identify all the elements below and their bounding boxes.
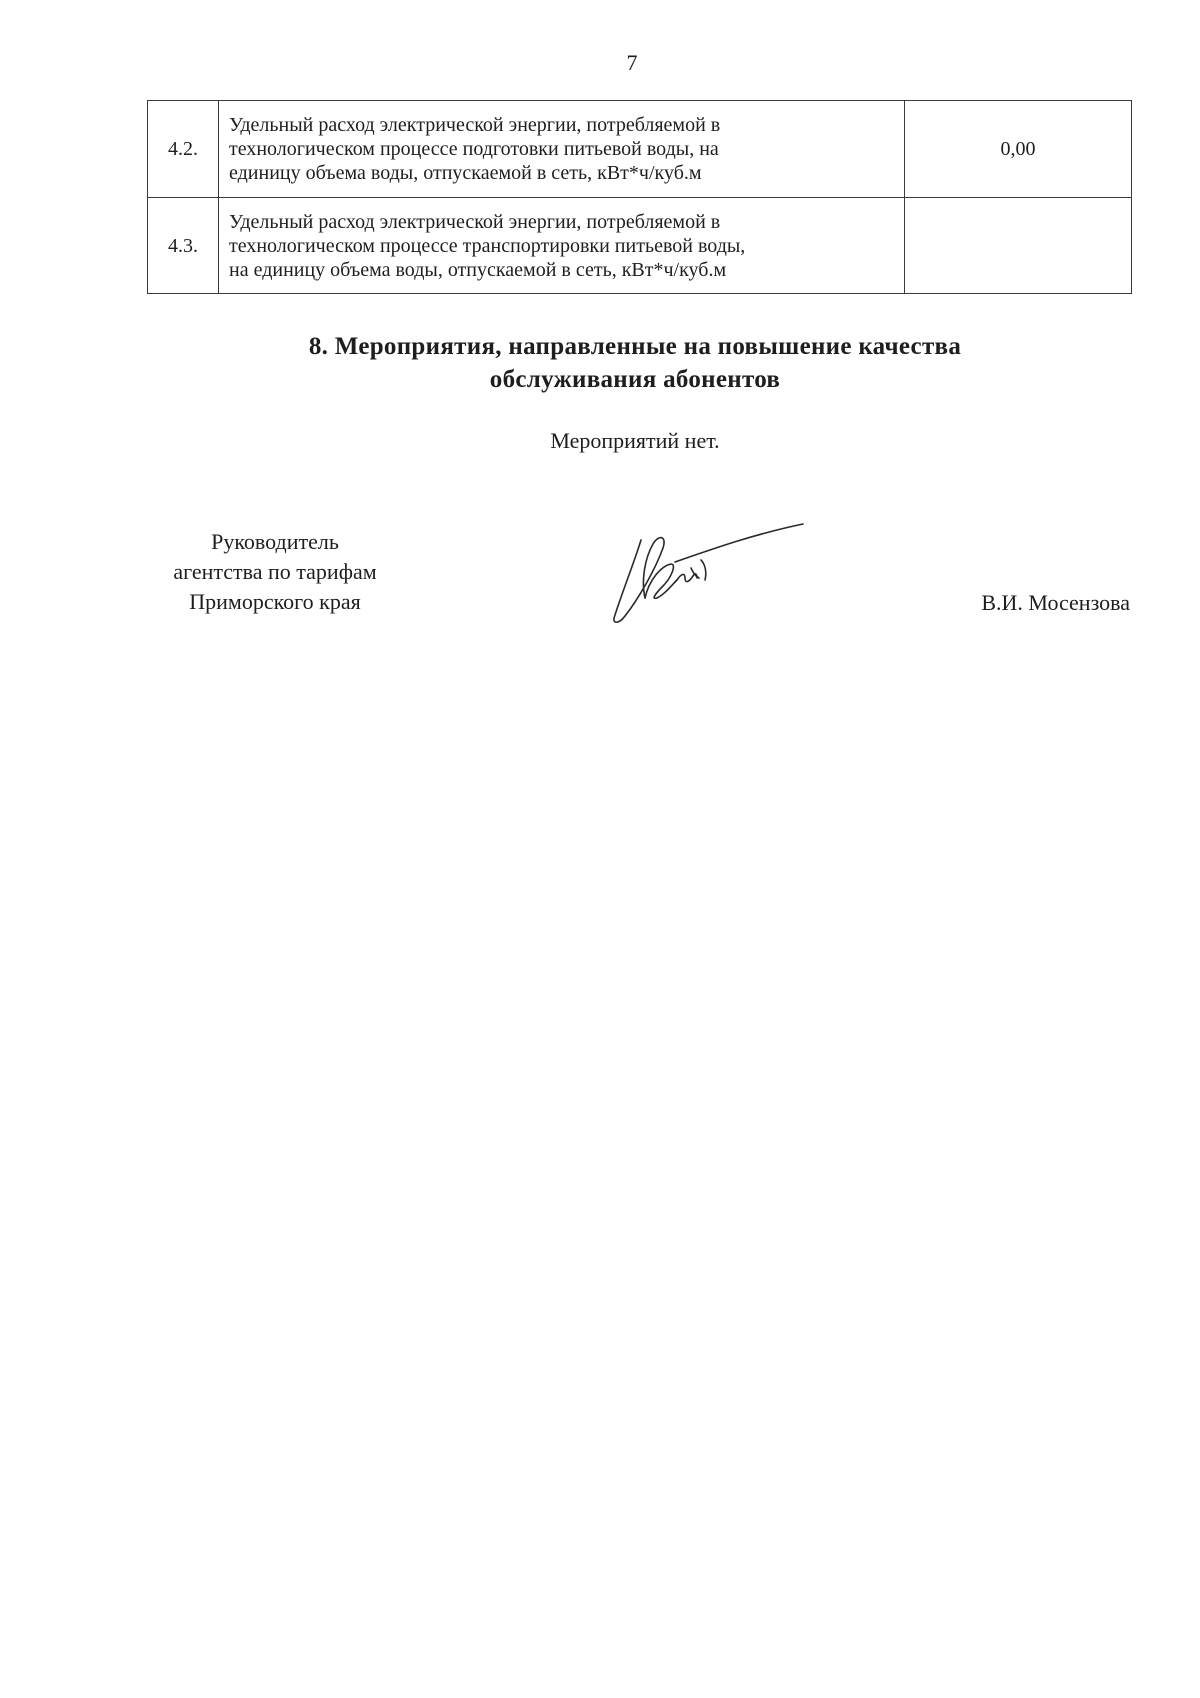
signer-position — [140, 527, 410, 617]
indicators-table — [147, 100, 1132, 294]
section-heading — [200, 330, 1070, 396]
description-line: технологическом процессе подготовки питьевой воды, на — [229, 138, 719, 160]
row-number: 4.3. — [148, 198, 219, 294]
table-row — [148, 198, 1132, 294]
description-line: технологическом процессе транспортировки питьевой воды, — [229, 234, 746, 257]
signer-position-line: Приморского края — [189, 589, 361, 614]
page-number: 7 — [626, 50, 638, 75]
description-line: на единицу объема воды, отпускаемой в сеть, кВт*ч/куб.м — [229, 258, 727, 281]
description-line: Удельный расход электрической энергии, потребляемой в — [229, 210, 721, 233]
section-heading-line: 8. Мероприятия, направленные на повышение качества — [308, 333, 962, 360]
row-number: 4.2. — [148, 101, 219, 198]
table-row — [148, 101, 1132, 198]
row-description — [219, 101, 905, 198]
description-line: единицу объема воды, отпускаемой в сеть, кВт*ч/куб.м — [229, 162, 702, 184]
row-description — [219, 198, 905, 294]
row-value: 0,00 — [905, 101, 1132, 198]
signer-name: В.И. Мосензова — [981, 590, 1130, 615]
section-body: Мероприятий нет. — [550, 428, 720, 453]
signer-position-line: Руководитель — [211, 529, 339, 554]
section-heading-line: обслуживания абонентов — [489, 366, 781, 393]
handwritten-signature-icon — [605, 520, 805, 630]
signer-position-line: агентства по тарифам — [173, 559, 377, 584]
description-line: Удельный расход электрической энергии, потребляемой в — [229, 114, 721, 136]
row-value — [905, 198, 1132, 294]
